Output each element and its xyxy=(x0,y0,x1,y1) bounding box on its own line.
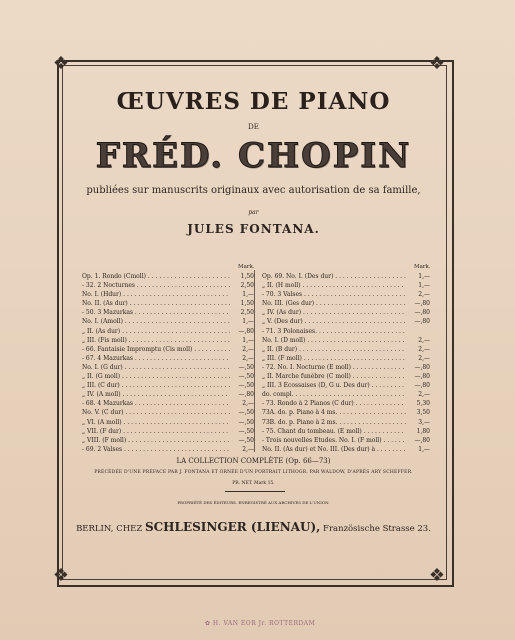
work-title: - 69. 2 Valses . . . xyxy=(82,445,230,454)
work-title: „ II. (As dur) . . . xyxy=(82,327,230,336)
work-title: - 32. 2 Nocturnes . . . xyxy=(82,281,230,290)
list-item xyxy=(82,436,254,445)
list-item xyxy=(262,445,430,454)
de-label: DE xyxy=(248,123,259,131)
work-price: 2,— xyxy=(242,445,254,453)
list-item xyxy=(262,354,430,363)
work-title: 73B. do. p. Piano à 2 ms. . . . xyxy=(262,418,406,427)
work-title: No. I. (D moll) . . . xyxy=(262,336,406,345)
work-price: —,80 xyxy=(414,363,430,371)
works-list-right xyxy=(262,272,430,454)
work-price: —,50 xyxy=(238,409,254,417)
work-price: 2,— xyxy=(418,345,430,353)
work-price: 1,50 xyxy=(240,300,254,308)
work-title: 73A. do. p. Piano à 4 ms. . . . xyxy=(262,408,406,417)
work-price: 2,— xyxy=(418,336,430,344)
work-title: No. II. (As dur) et No. III. (Des dur) à . . . xyxy=(262,445,406,454)
list-item xyxy=(82,336,254,345)
work-title: - 71. 3 Polonaises. . . . xyxy=(262,327,406,336)
main-title: ŒUVRES DE PIANO xyxy=(116,88,391,115)
list-item xyxy=(82,317,254,326)
work-title: „ III. 3 Ecossaises (D, G u. Des dur) . . . xyxy=(262,381,406,390)
list-item xyxy=(82,408,254,417)
list-item xyxy=(262,436,430,445)
work-price: —,50 xyxy=(238,418,254,426)
list-item xyxy=(82,299,254,308)
list-item xyxy=(82,372,254,381)
list-item xyxy=(82,308,254,317)
work-price: —,50 xyxy=(238,363,254,371)
work-price: 2,— xyxy=(418,291,430,299)
corner-ornament-icon: ❖ xyxy=(52,53,70,74)
work-title: „ III. (Fis moll) . . . xyxy=(82,336,230,345)
list-item xyxy=(262,290,430,299)
library-stamp: ✿ H. VAN EOR Jr. ROTTERDAM xyxy=(205,620,316,627)
work-title: No. II. (As dur) . . . xyxy=(82,299,230,308)
corner-ornament-icon: ❖ xyxy=(428,565,446,586)
list-item xyxy=(262,399,430,408)
work-title: „ III. (C dur) . . . xyxy=(82,381,230,390)
work-price: 2,— xyxy=(418,391,430,399)
work-title: - 75. Chant du tombeau. (E moll) . . . xyxy=(262,427,406,436)
corner-ornament-icon: ❖ xyxy=(52,565,70,586)
list-item xyxy=(82,363,254,372)
list-item xyxy=(82,427,254,436)
list-item xyxy=(262,327,430,336)
work-price: —,50 xyxy=(238,382,254,390)
work-title: No. I. (Hdur) . . . xyxy=(82,290,230,299)
work-title: „ VIII. (F moll) . . . xyxy=(82,436,230,445)
work-title: No. V. (C dur) . . . xyxy=(82,408,230,417)
work-title: „ II. (G moll) . . . xyxy=(82,372,230,381)
publisher-prefix: BERLIN, CHEZ xyxy=(76,524,145,534)
list-item xyxy=(262,427,430,436)
work-price: 5,30 xyxy=(416,400,430,408)
list-item xyxy=(82,290,254,299)
list-item xyxy=(262,281,430,290)
net-price: PR. NET. Mark 15. xyxy=(232,481,275,486)
work-price: —,50 xyxy=(238,436,254,444)
work-title: „ II. (H moll) . . . xyxy=(262,281,406,290)
work-price: —,80 xyxy=(414,436,430,444)
publisher-address: Französische Strasse 23. xyxy=(320,524,431,534)
works-list-left xyxy=(82,272,254,454)
publisher-name: SCHLESINGER (LIENAU), xyxy=(144,520,321,534)
work-price: 1,— xyxy=(418,273,430,280)
work-price: —,80 xyxy=(238,327,254,335)
work-price: 1,80 xyxy=(416,427,430,435)
editor-name: JULES FONTANA. xyxy=(187,222,320,236)
corner-ornament-icon: ❖ xyxy=(428,53,446,74)
collection-line: LA COLLECTION COMPLÈTE (Op. 66—73) xyxy=(176,457,331,465)
list-item xyxy=(262,372,430,381)
work-title: No. I. (G dur) . . . xyxy=(82,363,230,372)
list-item xyxy=(82,272,254,281)
list-item xyxy=(82,354,254,363)
work-price: 2,— xyxy=(242,345,254,353)
work-title: - 70. 3 Valses . . . xyxy=(262,290,406,299)
preface-line: PRÉCÉDÉE D'UNE PRÉFACE PAR J. FONTANA ET ORNÉE D'UN PORTRAIT LITHOGR. PAR WALDOW, D'APRÈS ARY SCHEFFER. xyxy=(94,470,413,475)
list-item xyxy=(82,381,254,390)
list-item xyxy=(82,281,254,290)
publisher-line xyxy=(62,520,445,534)
list-item xyxy=(262,381,430,390)
work-price: 2,50 xyxy=(240,309,254,317)
work-price: —,80 xyxy=(414,318,430,326)
work-title: - 72. No. I. Nocturne (E moll) . . . xyxy=(262,363,406,372)
list-item xyxy=(82,445,254,454)
work-price: —,80 xyxy=(414,300,430,308)
work-title: No. III. (Ges dur) . . . xyxy=(262,299,406,308)
work-price: 3,50 xyxy=(416,409,430,417)
work-title: „ II. Marche funèbre (C moll) . . . xyxy=(262,372,406,381)
work-title: „ VII. (F dur) . . . xyxy=(82,427,230,436)
work-title: - 50. 3 Mazurkas . . . xyxy=(82,308,230,317)
work-price: 1,— xyxy=(418,282,430,290)
list-item xyxy=(262,299,430,308)
work-title: „ II. (B dur) . . . xyxy=(262,345,406,354)
list-item xyxy=(262,345,430,354)
work-title: „ IV. (A moll) . . . xyxy=(82,390,230,399)
work-title: „ III. (F moll) . . . xyxy=(262,354,406,363)
work-price: 3,— xyxy=(418,418,430,426)
list-item xyxy=(82,390,254,399)
work-price: —,80 xyxy=(414,373,430,381)
work-price: 2,— xyxy=(242,400,254,408)
mark-header-left: Mark. xyxy=(238,264,255,270)
mark-header-right: Mark. xyxy=(414,264,431,270)
work-price: 2,— xyxy=(242,354,254,362)
work-price: 1,50 xyxy=(240,273,254,280)
work-title: „ VI. (A moll) . . . xyxy=(82,418,230,427)
subtitle: publiées sur manuscrits originaux avec autorisation de sa famille, xyxy=(86,185,421,196)
list-item xyxy=(262,336,430,345)
work-title: Op. 69. No. I. (Des dur) . . . xyxy=(262,272,406,281)
work-price: 2,— xyxy=(418,354,430,362)
list-item xyxy=(262,317,430,326)
work-price: 2,50 xyxy=(240,282,254,290)
work-price: 1,— xyxy=(242,291,254,299)
work-price xyxy=(406,327,430,336)
work-title: - 68. 4 Mazurkas . . . xyxy=(82,399,230,408)
work-title: - 73. Rondo à 2 Pianos (C dur) . . . xyxy=(262,399,406,408)
work-title: „ IV. (As dur) . . . xyxy=(262,308,406,317)
work-price: —,80 xyxy=(414,309,430,317)
work-price: 1,— xyxy=(418,445,430,453)
work-title: Op. 1. Rondo (Cmoll) . . . xyxy=(82,272,230,281)
list-item xyxy=(262,408,430,417)
list-item xyxy=(82,345,254,354)
divider-rule xyxy=(225,491,285,492)
work-title: - 66. Fantaisie Impromptu (Cis moll) . . . xyxy=(82,345,230,354)
work-price: —,50 xyxy=(238,427,254,435)
column-divider xyxy=(254,270,255,452)
list-item xyxy=(82,327,254,336)
list-item xyxy=(82,399,254,408)
list-item xyxy=(82,418,254,427)
list-item xyxy=(262,390,430,399)
composer-name: FRÉD. CHOPIN xyxy=(95,136,412,176)
list-item xyxy=(262,363,430,372)
work-price: —,80 xyxy=(238,391,254,399)
rights-notice: PROPRIÉTÉ DES ÉDITEURS. ENREGISTRÉ AUX ARCHIVES DE L'UNION. xyxy=(177,500,330,505)
par-label: par xyxy=(248,209,259,216)
work-price: 1,— xyxy=(242,336,254,344)
work-price: 1,— xyxy=(242,318,254,326)
work-title: do. compl. . . . xyxy=(262,390,406,399)
work-title: - Trois nouvelles Etudes. No. I. (F moll) . . . xyxy=(262,436,406,445)
list-item xyxy=(262,272,430,281)
work-title: No. I. (Amoll) . . . xyxy=(82,317,230,326)
work-price: —,80 xyxy=(414,382,430,390)
list-item xyxy=(262,418,430,427)
work-title: - 67. 4 Mazurkas . . . xyxy=(82,354,230,363)
list-item xyxy=(262,308,430,317)
work-title: „ V. (Des dur) . . . xyxy=(262,317,406,326)
work-price: —,50 xyxy=(238,373,254,381)
